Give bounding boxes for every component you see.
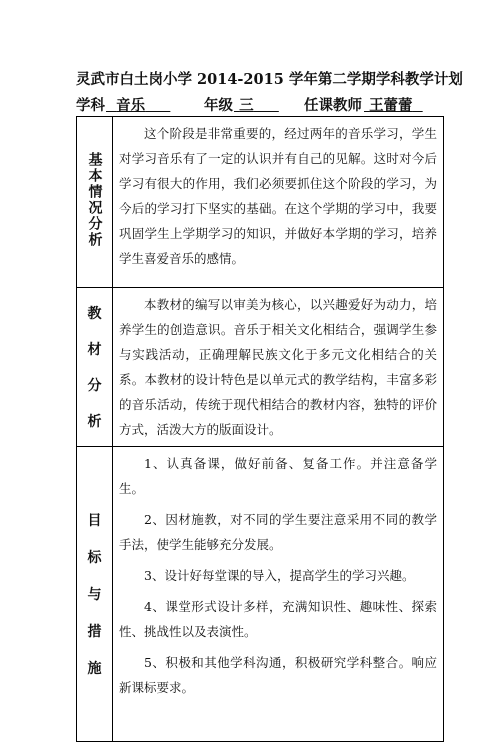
list-item: 4、课堂形式设计多样，充满知识性、趣味性、探索性、挑战性以及表演性。 [119,599,437,639]
list-item: 1、认真备课，做好前备、复备工作。并注意备学生。 [119,456,437,496]
teacher-label: 任课教师 [304,97,362,114]
table-row-goals-measures [77,447,444,742]
list-item: 2、因材施教，对不同的学生要注意采用不同的教学手法，使学生能够充分发展。 [119,512,437,552]
list-item: 3、设计好每堂课的导入，提高学生的学习兴趣。 [144,568,415,583]
plan-table [76,116,444,742]
section-content-goals-measures [113,447,444,742]
table-row-textbook-analysis [77,288,444,447]
section-label-goals-measures: 目 标 与 措 施 [77,447,113,742]
table-row-basic-analysis [77,117,444,288]
grade-label: 年级 [204,97,233,114]
list-item: 5、积极和其他学科沟通，积极研究学科整合。响应新课标要求。 [119,655,437,695]
subject-value: 音乐 [116,97,146,114]
paragraph: 本教材的编写以审美为核心，以兴趣爱好为动力，培养学生的创造意识。音乐于相关文化相结合，强调学生参与实践活动，正确理解民族文化于多元文化相结合的关系。本教材的设计特色是以单元式的教学结构，丰富多彩的音乐活动，传统于现代相结合的教材内容，独特的评价方式，活泼大方的版面设计。 [119,297,437,437]
paragraph: 这个阶段是非常重要的，经过两年的音乐学习，学生对学习音乐有了一定的认识并有自己的见解。这时对今后学习有很大的作用，我们必须要抓住这个阶段的学习，为今后的学习打下坚实的基础。在这个学期的学习中，我要巩固学生上学期学习的知识，并做好本学期的学习，培养学生喜爱音乐的感情。 [119,126,437,266]
grade-value: 三 [239,97,254,114]
teacher-value: 王蕾蕾 [369,97,413,114]
section-label-textbook-analysis: 教 材 分 析 [77,288,113,447]
section-label-basic-analysis: 基本情况分析 [77,117,113,288]
section-content-textbook-analysis [113,288,444,447]
subject-label: 学科 [76,97,105,114]
document-title: 灵武市白土岗小学 2014-2015 学年第二学期学科教学计划 [76,71,463,88]
section-content-basic-analysis [113,117,444,288]
